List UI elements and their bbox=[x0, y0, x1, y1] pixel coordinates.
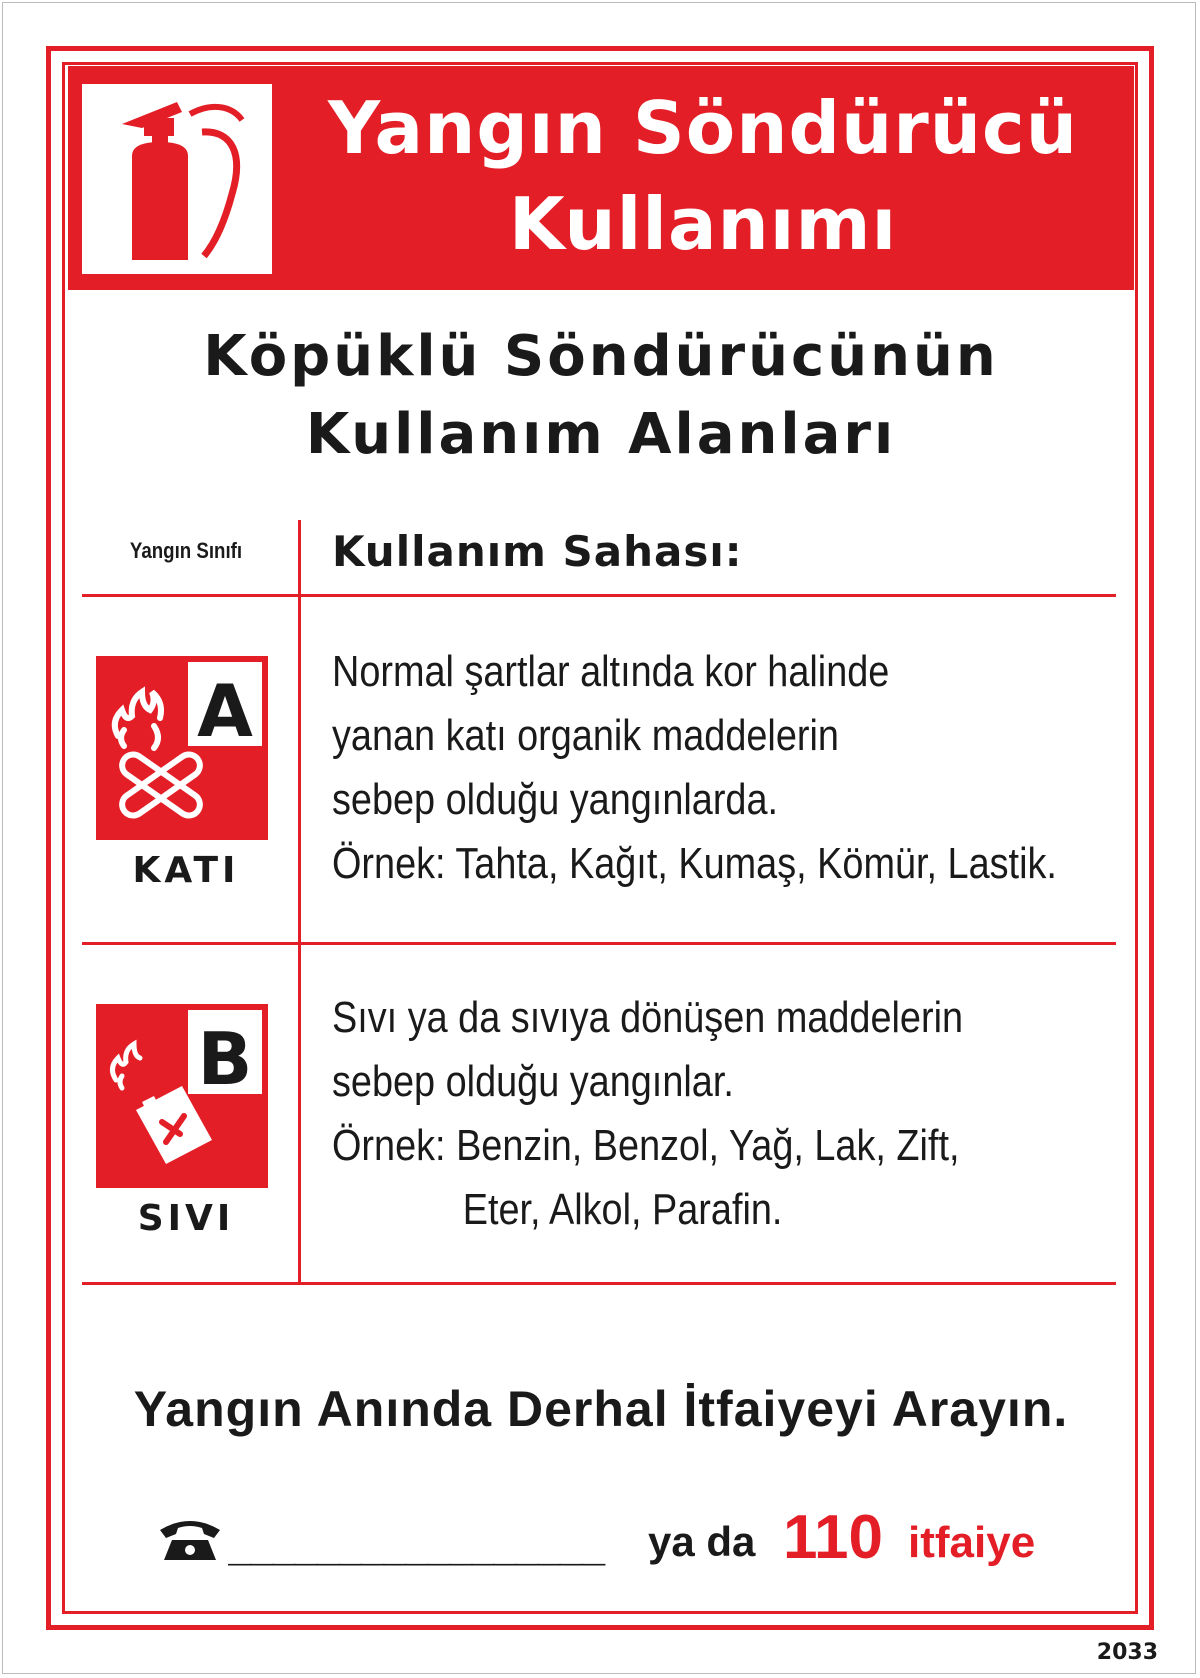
table-row-divider bbox=[82, 942, 1116, 945]
table-header-divider bbox=[82, 594, 1116, 597]
fire-extinguisher-icon bbox=[82, 84, 272, 274]
fire-class-b-description bbox=[332, 986, 963, 1242]
table-column-divider bbox=[298, 520, 301, 1285]
description-line: sebep olduğu yangınlar. bbox=[332, 1057, 734, 1106]
fire-class-a-description bbox=[332, 640, 1057, 896]
phone-line-row bbox=[158, 1500, 1058, 1570]
description-line: Eter, Alkol, Parafin. bbox=[462, 1185, 783, 1234]
or-text: ya da bbox=[648, 1518, 756, 1565]
sign-title-line-1: Yangın Söndürücü bbox=[328, 86, 1078, 170]
fire-class-a-letter: A bbox=[197, 669, 253, 753]
product-code: 2033 bbox=[1096, 1640, 1158, 1665]
column-header-fire-class: Yangın Sınıfı bbox=[129, 538, 243, 563]
fire-class-a-name: KATI bbox=[132, 850, 240, 891]
description-line: sebep olduğu yangınlarda. bbox=[332, 775, 779, 824]
sign-title-line-2: Kullanımı bbox=[508, 182, 898, 266]
description-line: Sıvı ya da sıvıya dönüşen maddelerin bbox=[332, 993, 964, 1042]
fire-class-a-badge bbox=[96, 656, 268, 840]
column-header-usage-area: Kullanım Sahası: bbox=[332, 527, 743, 576]
emergency-number: 110 bbox=[783, 1503, 884, 1572]
description-line: Örnek: Benzin, Benzol, Yağ, Lak, Zift, bbox=[332, 1121, 960, 1170]
sign-subtitle-line-2: Kullanım Alanları bbox=[305, 402, 897, 467]
fire-class-b-name: SIVI bbox=[137, 1198, 235, 1239]
call-fire-department-note: Yangın Anında Derhal İtfaiyeyi Arayın. bbox=[133, 1381, 1069, 1437]
description-line: Örnek: Tahta, Kağıt, Kumaş, Kömür, Lastik. bbox=[332, 839, 1057, 888]
telephone-icon bbox=[158, 1516, 222, 1562]
sign-subtitle-line-1: Köpüklü Söndürücünün bbox=[203, 324, 999, 389]
emergency-service-label: itfaiye bbox=[908, 1518, 1036, 1567]
phone-number-blank: _________________ bbox=[228, 1520, 604, 1566]
description-line: yanan katı organik maddelerin bbox=[332, 711, 839, 760]
description-line: Normal şartlar altında kor halinde bbox=[332, 647, 890, 696]
fire-class-b-badge bbox=[96, 1004, 268, 1188]
table-bottom-divider bbox=[82, 1282, 1116, 1285]
sign-subtitle bbox=[68, 318, 1134, 474]
sign-header bbox=[68, 66, 1134, 290]
sign-title bbox=[288, 80, 1118, 272]
fire-class-b-letter: B bbox=[197, 1017, 253, 1101]
